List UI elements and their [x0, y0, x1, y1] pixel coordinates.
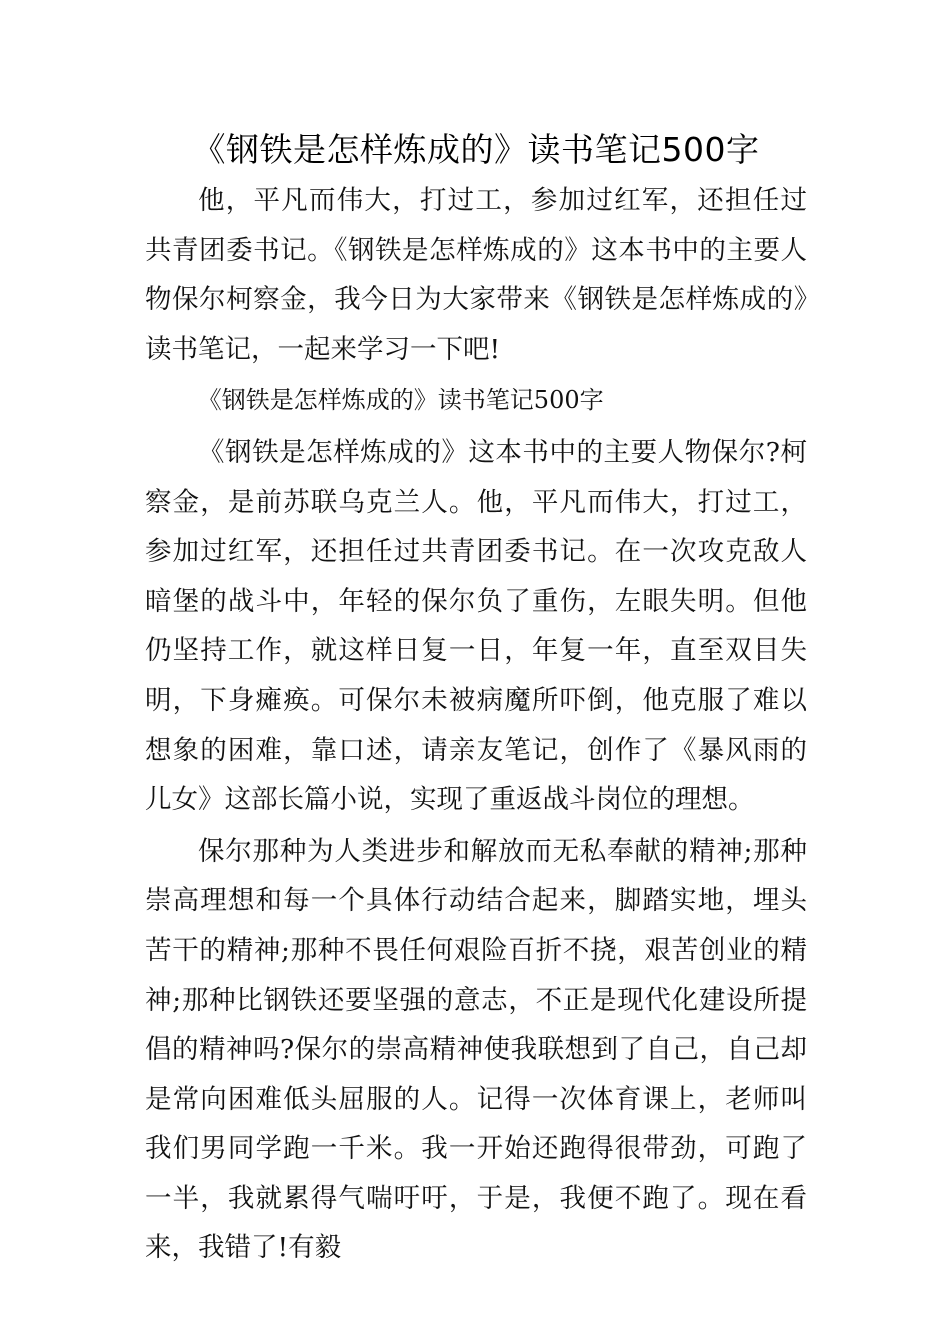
section-heading: 《钢铁是怎样炼成的》读书笔记500字 [197, 386, 604, 415]
document-title: 《钢铁是怎样炼成的》读书笔记500字 [192, 130, 760, 169]
intro-paragraph: 他，平凡而伟大，打过工，参加过红军，还担任过共青团委书记。《钢铁是怎样炼成的》这本书中的主要人物保尔柯察金，我今日为大家带来《钢铁是怎样炼成的》读书笔记，一起来学习一下吧! [145, 185, 807, 365]
body-paragraph-2: 保尔那种为人类进步和解放而无私奉献的精神;那种崇高理想和每一个具体行动结合起来，脚踏实地，埋头苦干的精神;那种不畏任何艰险百折不挠，艰苦创业的精神;那种比钢铁还要坚强的意志，不正是现代化建设所提倡的精神吗?保尔的崇高精神使我联想到了自己，自己却是常向困难低头屈服的人。记得一次体育课上，老师叫我们男同学跑一千米。我一开始还跑得很带劲，可跑了一半，我就累得气喘吁吁，于是，我便不跑了。现在看来，我错了!有毅 [145, 835, 807, 1264]
body-paragraph-1: 《钢铁是怎样炼成的》这本书中的主要人物保尔?柯察金，是前苏联乌克兰人。他，平凡而伟大，打过工，参加过红军，还担任过共青团委书记。在一次攻克敌人暗堡的战斗中，年轻的保尔负了重伤，左眼失明。但他仍坚持工作，就这样日复一日，年复一年，直至双目失明，下身瘫痪。可保尔未被病魔所吓倒，他克服了难以想象的困难，靠口述，请亲友笔记，创作了《暴风雨的儿女》这部长篇小说，实现了重返战斗岗位的理想。 [145, 436, 807, 816]
document-page [145, 126, 807, 1275]
